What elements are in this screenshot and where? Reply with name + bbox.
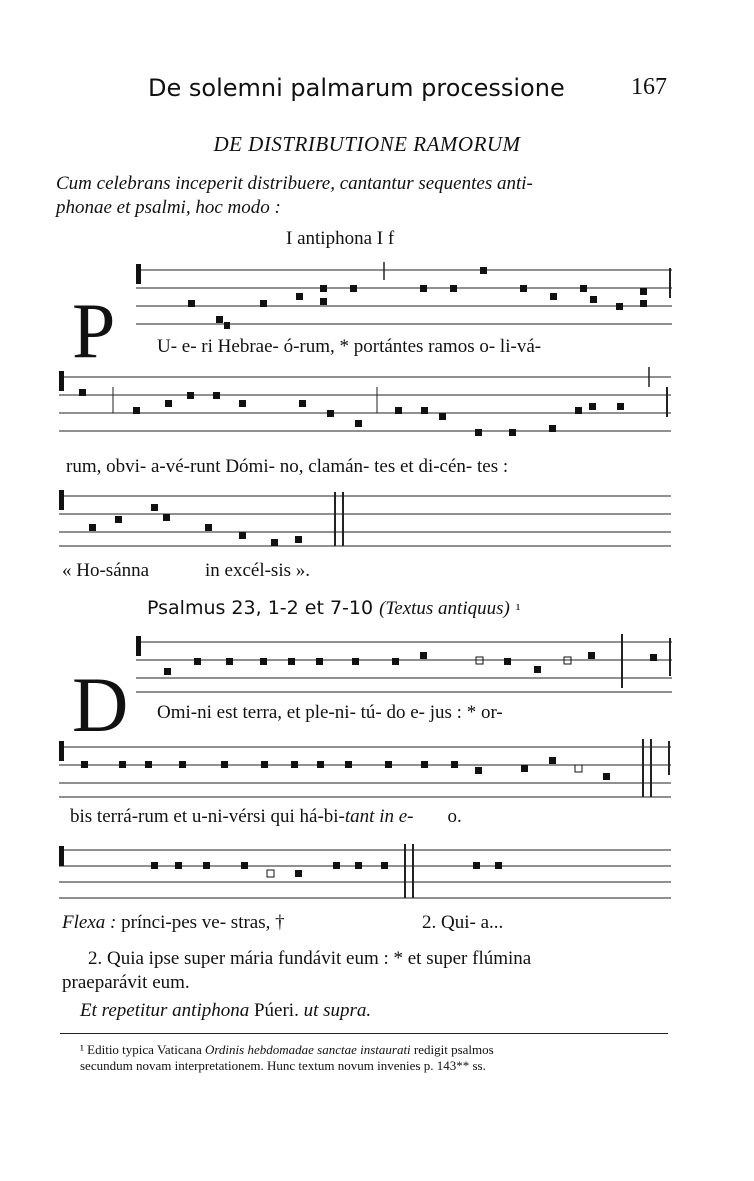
neume-group bbox=[89, 504, 302, 546]
rubric-line: Cum celebrans inceperit distribuere, cantantur sequentes anti- bbox=[56, 173, 533, 194]
repeat-rubric-text: ut supra. bbox=[303, 1000, 372, 1021]
footnote-text: Editio typica Vaticana bbox=[87, 1042, 202, 1057]
do-clef-icon bbox=[136, 264, 141, 284]
antiphon-lyrics-line: U- e- ri Hebrae- ó-rum, * portántes ramos o- li-vá- bbox=[157, 336, 542, 357]
psalm-text-note: (Textus antiquus) bbox=[379, 598, 510, 619]
verse-incipit: 2. Qui- a... bbox=[422, 912, 504, 933]
antiphon-lyrics-line: « Ho-sánna bbox=[62, 560, 150, 581]
do-clef-icon bbox=[59, 371, 64, 391]
antiphon-label: I antiphona I f bbox=[286, 228, 395, 249]
flexa-label: Flexa : bbox=[62, 912, 117, 933]
footnote-divider bbox=[60, 1033, 668, 1034]
chant-staff bbox=[130, 258, 675, 338]
section-heading: DE DISTRIBUTIONE RAMORUM bbox=[213, 132, 521, 156]
flexa-text: prínci-pes ve- stras, † bbox=[121, 912, 285, 933]
psalm-initial: D bbox=[72, 661, 129, 748]
repeat-rubric-incipit: Púeri. bbox=[253, 1000, 299, 1021]
footnote-mark: ¹ bbox=[80, 1042, 84, 1057]
antiphon-lyrics-line: in excél-sis ». bbox=[205, 560, 311, 581]
chant-staff bbox=[55, 365, 675, 445]
do-clef-icon bbox=[136, 636, 141, 656]
psalm-lyrics-line: Omi-ni est terra, et ple-ni- tú- do e- jus : * or- bbox=[157, 702, 503, 723]
repeat-rubric-text: Et repetitur antiphona bbox=[80, 1000, 250, 1021]
psalm-label bbox=[147, 597, 520, 620]
footnote-marker: ¹ bbox=[515, 602, 521, 618]
footnote-line: secundum novam interpretationem. Hunc textum novum invenies p. 143** ss. bbox=[80, 1058, 486, 1073]
neume-group bbox=[188, 267, 647, 329]
chant-staff bbox=[55, 484, 675, 554]
antiphon-initial: P bbox=[72, 287, 116, 374]
neume-group bbox=[151, 862, 502, 877]
footnote-text: redigit psalmos bbox=[413, 1042, 494, 1057]
antiphon-lyrics-line: rum, obvi- a-vé-runt Dómi- no, clamán- tes et di-cén- tes : bbox=[66, 456, 509, 477]
chant-staff bbox=[55, 735, 675, 805]
flexa-line bbox=[62, 912, 285, 934]
page-number: 167 bbox=[631, 74, 667, 100]
rubric-line: phonae et psalmi, hoc modo : bbox=[56, 197, 281, 218]
do-clef-icon bbox=[59, 741, 64, 761]
footnote bbox=[80, 1042, 680, 1074]
chant-staff bbox=[130, 630, 675, 700]
chant-staff bbox=[55, 840, 675, 905]
neume-group bbox=[81, 757, 610, 780]
rubric bbox=[56, 172, 676, 220]
neume-group bbox=[164, 652, 657, 675]
running-title: De solemni palmarum processione bbox=[148, 74, 565, 102]
do-clef-icon bbox=[59, 490, 64, 510]
do-clef-icon bbox=[59, 846, 64, 866]
repeat-rubric bbox=[80, 1000, 371, 1022]
footnote-title: Ordinis hebdomadae sanctae instaurati bbox=[204, 1042, 411, 1057]
psalm-lyrics-text: bis terrá-rum et u-ni-vérsi qui há-bi- bbox=[70, 806, 345, 827]
psalm-lyrics-end: o. bbox=[447, 806, 462, 827]
psalm-reference: Psalmus 23, 1-2 et 7-10 bbox=[147, 597, 374, 619]
verse-text: praeparávit eum. bbox=[62, 972, 190, 993]
psalm-lyrics-italic: tant in e- bbox=[344, 806, 414, 827]
psalm-lyrics-line bbox=[70, 806, 462, 828]
footnote-line bbox=[80, 1042, 680, 1058]
verse-text: 2. Quia ipse super mária fundávit eum : * et super flúmina bbox=[88, 948, 532, 969]
